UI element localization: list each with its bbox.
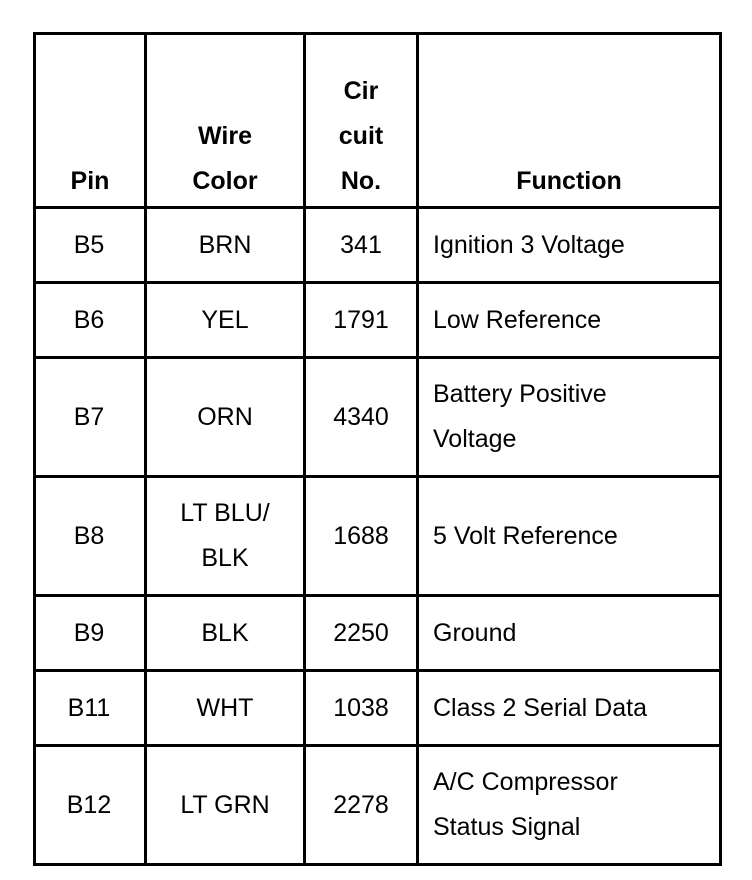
cell-wire-color — [146, 358, 305, 477]
cell-pin — [35, 208, 146, 283]
cell-pin — [35, 477, 146, 596]
table-row — [35, 283, 721, 358]
pin-value: B7 — [73, 402, 105, 431]
table-row — [35, 477, 721, 596]
header-wire-color-line: Wire — [198, 122, 252, 150]
header-circuit-no-line: cuit — [338, 122, 384, 150]
cell-function — [418, 358, 721, 477]
wire-color-value-line: LT BLU/ — [180, 499, 270, 527]
circuit-no-value: 1791 — [333, 305, 389, 334]
cell-wire-color — [146, 746, 305, 865]
cell-circuit-no — [305, 671, 418, 746]
cell-circuit-no — [305, 477, 418, 596]
cell-function — [418, 746, 721, 865]
header-pin-line: Pin — [70, 167, 110, 195]
function-value-line: Status Signal — [433, 813, 581, 841]
cell-wire-color — [146, 283, 305, 358]
cell-pin — [35, 596, 146, 671]
pin-value: B11 — [67, 693, 111, 722]
cell-pin — [35, 358, 146, 477]
header-circuit-no-line: Cir — [343, 77, 379, 105]
wire-color-value: YEL — [201, 305, 249, 334]
circuit-no-value: 1038 — [333, 693, 389, 722]
table-row — [35, 208, 721, 283]
header-wire-color-line: Color — [192, 167, 258, 195]
circuit-no-value: 2278 — [333, 790, 389, 819]
pin-value: B5 — [73, 230, 105, 259]
header-function-line: Function — [516, 167, 622, 195]
function-value-line: A/C Compressor — [433, 768, 618, 796]
pin-value: B6 — [73, 305, 105, 334]
wire-color-value-line: BLK — [201, 544, 249, 572]
cell-circuit-no — [305, 283, 418, 358]
wire-color-value: BRN — [198, 230, 252, 259]
wire-color-value: LT GRN — [180, 790, 270, 819]
header-function — [418, 34, 721, 208]
pin-value: B8 — [73, 521, 105, 550]
circuit-no-value: 1688 — [333, 521, 389, 550]
cell-circuit-no — [305, 208, 418, 283]
cell-wire-color — [146, 208, 305, 283]
header-circuit-no — [305, 34, 418, 208]
header-circuit-no-line: No. — [340, 167, 382, 195]
pin-value: B12 — [66, 790, 112, 819]
cell-wire-color — [146, 596, 305, 671]
cell-pin — [35, 671, 146, 746]
function-value: Class 2 Serial Data — [433, 693, 647, 722]
circuit-no-value: 2250 — [333, 618, 389, 647]
cell-function — [418, 208, 721, 283]
circuit-no-value: 4340 — [333, 402, 389, 431]
cell-pin — [35, 283, 146, 358]
header-wire-color — [146, 34, 305, 208]
function-value-line: Battery Positive — [433, 380, 607, 408]
function-value: Ground — [433, 618, 517, 647]
cell-wire-color — [146, 671, 305, 746]
table-row — [35, 358, 721, 477]
cell-circuit-no — [305, 596, 418, 671]
wire-color-value: WHT — [196, 693, 254, 722]
header-pin — [35, 34, 146, 208]
cell-circuit-no — [305, 358, 418, 477]
cell-function — [418, 283, 721, 358]
circuit-no-value: 341 — [340, 230, 382, 259]
table-header-row — [35, 34, 721, 208]
cell-pin — [35, 746, 146, 865]
function-value-line: Voltage — [433, 425, 517, 453]
table-row — [35, 746, 721, 865]
cell-wire-color — [146, 477, 305, 596]
pin-value: B9 — [73, 618, 105, 647]
cell-function — [418, 596, 721, 671]
function-value: Ignition 3 Voltage — [433, 230, 625, 259]
cell-function — [418, 671, 721, 746]
cell-circuit-no — [305, 746, 418, 865]
function-value: Low Reference — [433, 305, 602, 334]
wire-color-value: ORN — [197, 402, 253, 431]
function-value: 5 Volt Reference — [433, 521, 618, 550]
table-row — [35, 671, 721, 746]
wire-color-value: BLK — [201, 618, 249, 647]
table-row — [35, 596, 721, 671]
connector-pinout-table — [33, 32, 722, 866]
cell-function — [418, 477, 721, 596]
